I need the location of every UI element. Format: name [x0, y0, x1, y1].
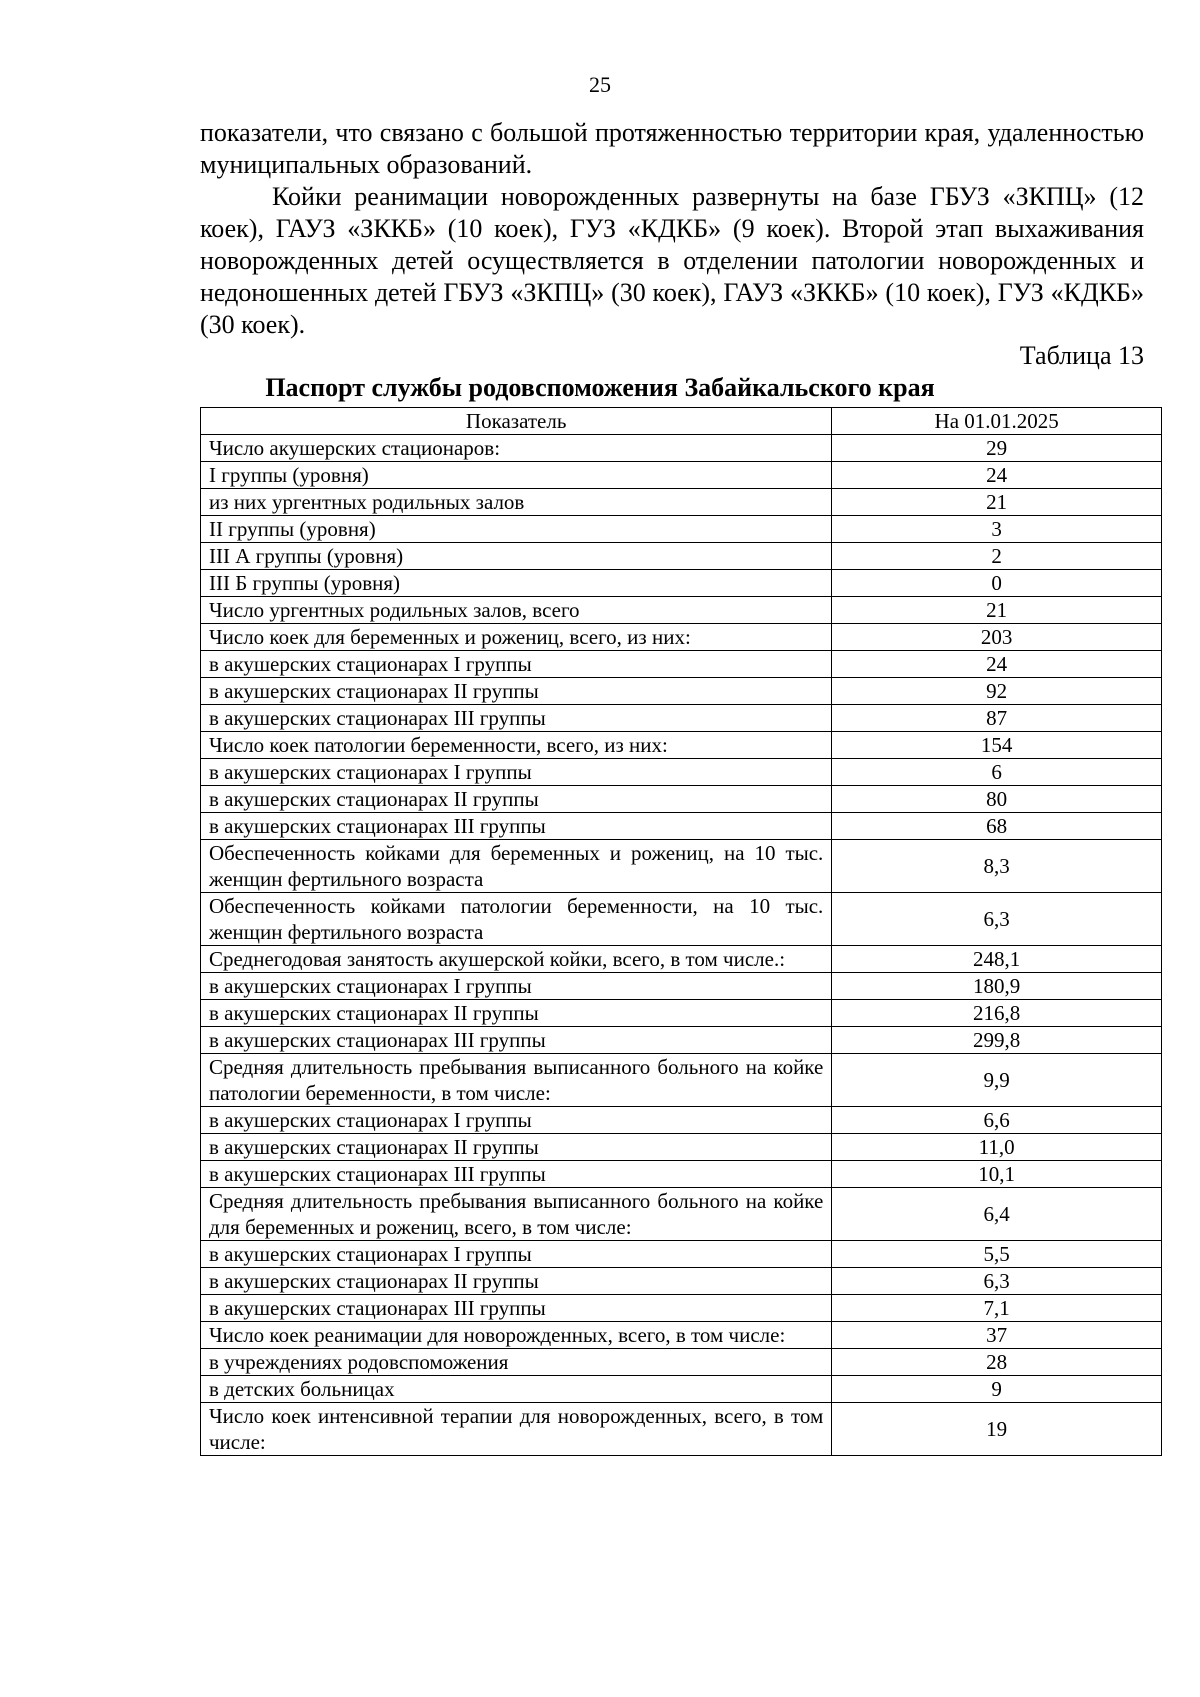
- table-row: [201, 1027, 1162, 1054]
- row-label: Число коек интенсивной терапии для новорожденных, всего, в том числе:: [201, 1403, 832, 1456]
- row-label: Обеспеченность койками патологии беременности, на 10 тыс. женщин фертильного возраста: [201, 893, 832, 946]
- table-row: [201, 1322, 1162, 1349]
- table-row: [201, 813, 1162, 840]
- row-value: 6,6: [832, 1107, 1162, 1134]
- row-label: в акушерских стационарах II группы: [201, 678, 832, 705]
- row-value: 92: [832, 678, 1162, 705]
- row-label: II группы (уровня): [201, 516, 832, 543]
- row-label: Среднегодовая занятость акушерской койки, всего, в том числе.:: [201, 946, 832, 973]
- table-row: [201, 1349, 1162, 1376]
- row-label: Число коек для беременных и рожениц, всего, из них:: [201, 624, 832, 651]
- row-label: Средняя длительность пребывания выписанного больного на койке патологии беременности, в том числе:: [201, 1054, 832, 1107]
- row-label: Число акушерских стационаров:: [201, 435, 832, 462]
- row-value: 28: [832, 1349, 1162, 1376]
- row-value: 21: [832, 489, 1162, 516]
- row-label: III А группы (уровня): [201, 543, 832, 570]
- table-row: [201, 678, 1162, 705]
- row-label: в акушерских стационарах III группы: [201, 1027, 832, 1054]
- row-value: 248,1: [832, 946, 1162, 973]
- paragraph-2: Койки реанимации новорожденных развернуты на базе ГБУЗ «ЗКПЦ» (12 коек), ГАУЗ «ЗККБ» (10 коек), ГУЗ «КДКБ» (9 коек). Второй этап выхаживания новорожденных детей осуществляется в отделении патологии новорожденных и недоношенных детей ГБУЗ «ЗКПЦ» (30 коек), ГАУЗ «ЗККБ» (10 коек), ГУЗ «КДКБ» (30 коек).: [200, 182, 1144, 339]
- row-value: 19: [832, 1403, 1162, 1456]
- row-value: 299,8: [832, 1027, 1162, 1054]
- row-label: в акушерских стационарах II группы: [201, 786, 832, 813]
- row-label: в акушерских стационарах I группы: [201, 759, 832, 786]
- row-value: 11,0: [832, 1134, 1162, 1161]
- paragraph-1: показатели, что связано с большой протяженностью территории края, удаленностью муниципальных образований.: [200, 118, 1144, 179]
- table-row: [201, 1054, 1162, 1107]
- table-row: [201, 516, 1162, 543]
- row-label: в акушерских стационарах I группы: [201, 973, 832, 1000]
- table-row: [201, 946, 1162, 973]
- row-label: в акушерских стационарах III группы: [201, 705, 832, 732]
- table-row: [201, 1161, 1162, 1188]
- table-row: [201, 705, 1162, 732]
- table-row: [201, 624, 1162, 651]
- row-label: в детских больницах: [201, 1376, 832, 1403]
- row-value: 180,9: [832, 973, 1162, 1000]
- row-label: в акушерских стационарах I группы: [201, 651, 832, 678]
- table-row: [201, 1241, 1162, 1268]
- table-row: [201, 435, 1162, 462]
- table-row: [201, 1268, 1162, 1295]
- table-row: [201, 597, 1162, 624]
- table-row: [201, 1188, 1162, 1241]
- row-label: Число ургентных родильных залов, всего: [201, 597, 832, 624]
- row-value: 203: [832, 624, 1162, 651]
- row-value: 6,4: [832, 1188, 1162, 1241]
- page-number: 25: [589, 72, 611, 97]
- table-row: [201, 1000, 1162, 1027]
- table-row: [201, 1295, 1162, 1322]
- table-body: [201, 435, 1162, 1456]
- row-value: 9: [832, 1376, 1162, 1403]
- row-value: 29: [832, 435, 1162, 462]
- row-value: 24: [832, 651, 1162, 678]
- row-label: в акушерских стационарах I группы: [201, 1241, 832, 1268]
- table-row: [201, 973, 1162, 1000]
- row-value: 80: [832, 786, 1162, 813]
- row-label: в акушерских стационарах III группы: [201, 1295, 832, 1322]
- row-value: 3: [832, 516, 1162, 543]
- row-value: 216,8: [832, 1000, 1162, 1027]
- row-label: Число коек патологии беременности, всего, из них:: [201, 732, 832, 759]
- row-label: в учреждениях родовспоможения: [201, 1349, 832, 1376]
- row-value: 87: [832, 705, 1162, 732]
- table-row: [201, 1403, 1162, 1456]
- table-row: [201, 840, 1162, 893]
- passport-table: [200, 407, 1162, 1456]
- row-value: 9,9: [832, 1054, 1162, 1107]
- table-row: [201, 1107, 1162, 1134]
- table-row: [201, 570, 1162, 597]
- table-row: [201, 462, 1162, 489]
- row-value: 6: [832, 759, 1162, 786]
- row-label: в акушерских стационарах II группы: [201, 1000, 832, 1027]
- table-row: [201, 786, 1162, 813]
- table-header-row: [201, 408, 1162, 435]
- row-value: 6,3: [832, 893, 1162, 946]
- row-label: в акушерских стационарах III группы: [201, 1161, 832, 1188]
- row-value: 37: [832, 1322, 1162, 1349]
- row-value: 10,1: [832, 1161, 1162, 1188]
- row-label: в акушерских стационарах II группы: [201, 1134, 832, 1161]
- row-label: Средняя длительность пребывания выписанного больного на койке для беременных и рожениц, всего, в том числе:: [201, 1188, 832, 1241]
- table-row: [201, 732, 1162, 759]
- row-value: 21: [832, 597, 1162, 624]
- row-label: III Б группы (уровня): [201, 570, 832, 597]
- table-row: [201, 543, 1162, 570]
- table-title: Паспорт службы родовспоможения Забайкальского края: [265, 373, 935, 402]
- row-label: в акушерских стационарах II группы: [201, 1268, 832, 1295]
- row-label: Обеспеченность койками для беременных и рожениц, на 10 тыс. женщин фертильного возраста: [201, 840, 832, 893]
- row-value: 154: [832, 732, 1162, 759]
- row-value: 68: [832, 813, 1162, 840]
- row-label: в акушерских стационарах III группы: [201, 813, 832, 840]
- row-label: I группы (уровня): [201, 462, 832, 489]
- table-row: [201, 489, 1162, 516]
- row-label: в акушерских стационарах I группы: [201, 1107, 832, 1134]
- table-row: [201, 651, 1162, 678]
- table-label: Таблица 13: [1019, 341, 1144, 370]
- row-value: 6,3: [832, 1268, 1162, 1295]
- column-header-indicator: Показатель: [201, 408, 832, 435]
- table-row: [201, 1376, 1162, 1403]
- table-row: [201, 759, 1162, 786]
- table-row: [201, 1134, 1162, 1161]
- row-value: 2: [832, 543, 1162, 570]
- row-value: 5,5: [832, 1241, 1162, 1268]
- row-label: из них ургентных родильных залов: [201, 489, 832, 516]
- row-value: 8,3: [832, 840, 1162, 893]
- row-value: 24: [832, 462, 1162, 489]
- column-header-date: На 01.01.2025: [832, 408, 1162, 435]
- row-label: Число коек реанимации для новорожденных, всего, в том числе:: [201, 1322, 832, 1349]
- table-row: [201, 893, 1162, 946]
- row-value: 7,1: [832, 1295, 1162, 1322]
- row-value: 0: [832, 570, 1162, 597]
